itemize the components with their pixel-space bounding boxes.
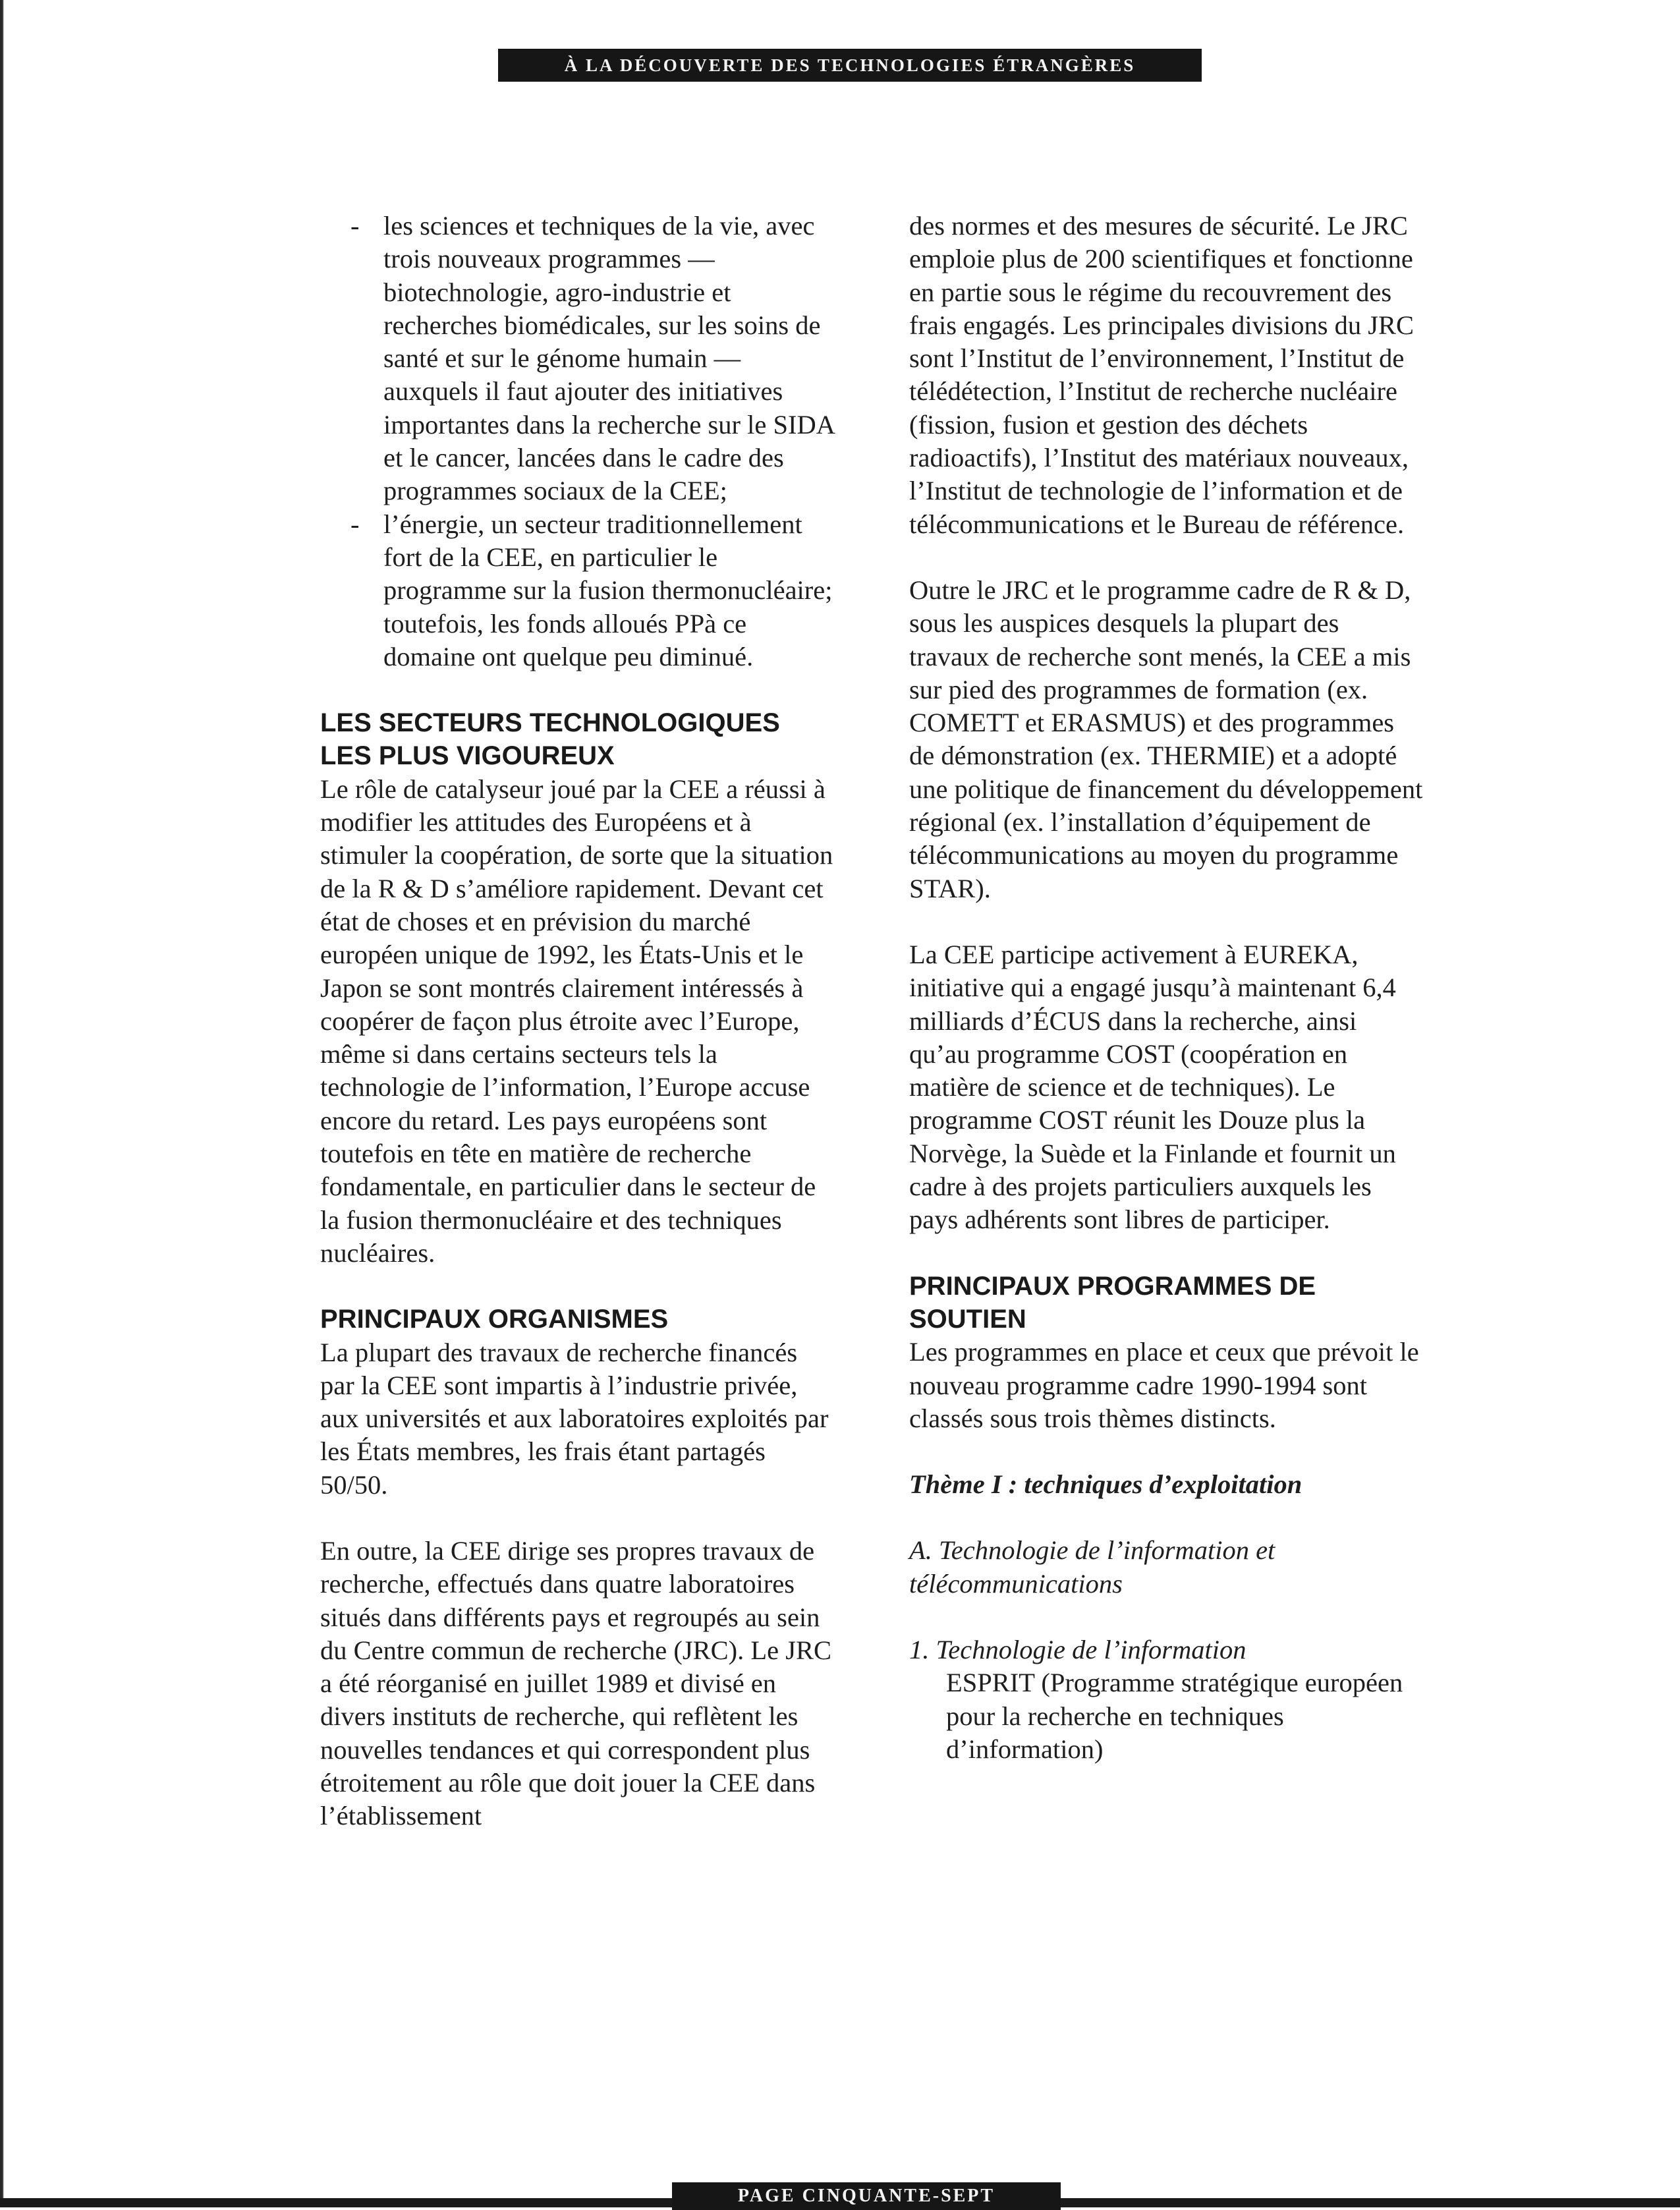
body-paragraph: Le rôle de catalyseur joué par la CEE a réussi à modifier les attitudes des Européens et à stimuler la coopération, de sorte que la situation de la R & D s’améliore rapidement. Devant cet état de choses et en prévision du marché européen unique de 1992, les États-Unis et le Japon se sont montrés clairement intéressés à coopérer de façon plus étroite avec l’Europe, même si dans certains secteurs tels la technologie de l’information, l’Europe accuse encore du retard. Les pays européens sont toutefois en tête en matière de recherche fondamentale, en particulier dans le secteur de la fusion thermonucléaire et des techniques nucléaires.: [320, 774, 833, 1268]
section-heading: PRINCIPAUX PROGRAMMES DE SOUTIEN: [909, 1271, 1316, 1334]
left-column: [320, 210, 834, 1833]
right-column: [909, 210, 1423, 1766]
list-item-text: les sciences et techniques de la vie, avec trois nouveaux programmes — biotechnologie, agro-industrie et recherches biomédicales, sur les soins de santé et sur le génome humain — auxquels il faut ajouter des initiatives importantes dans la recherche sur le SIDA et le cancer, lancées dans le cadre des programmes sociaux de la CEE;: [383, 211, 834, 506]
body-paragraph: Les programmes en place et ceux que prévoit le nouveau programme cadre 1990-1994 sont classés sous trois thèmes distincts.: [909, 1337, 1419, 1433]
item-title: 1. Technologie de l’information: [909, 1634, 1246, 1664]
body-paragraph: La plupart des travaux de recherche financés par la CEE sont impartis à l’industrie privée, aux universités et aux laboratoires exploités par les États membres, les frais étant partagés 50/50.: [320, 1337, 829, 1500]
subsection-title: A. Technologie de l’information et télécommunications: [909, 1535, 1275, 1599]
list-item-text: l’énergie, un secteur traditionnellement fort de la CEE, en particulier le programme sur la fusion thermonucléaire; toutefois, les fonds alloués PPà ce domaine ont quelque peu diminué.: [383, 509, 833, 671]
body-paragraph: Outre le JRC et le programme cadre de R & D, sous les auspices desquels la plupart des travaux de recherche sont menés, la CEE a mis sur pied des programmes de formation (ex. COMETT et ERASMUS) et des programmes de démonstration (ex. THERMIE) et a adopté une politique de financement du développement régional (ex. l’installation d’équipement de télécommunications au moyen du programme STAR).: [909, 575, 1423, 903]
list-item: [320, 508, 834, 673]
section-heading: PRINCIPAUX ORGANISMES: [320, 1305, 669, 1334]
page-number-footer: PAGE CINQUANTE-SEPT: [672, 2182, 1061, 2210]
item-text: ESPRIT (Programme stratégique européen pour la recherche en techniques d’information): [946, 1668, 1403, 1764]
body-paragraph: La CEE participe activement à EUREKA, initiative qui a engagé jusqu’à maintenant 6,4 milliards d’ÉCUS dans la recherche, ainsi qu’au programme COST (coopération en matière de science et de techniques). Le programme COST réunit les Douze plus la Norvège, la Suède et la Finlande et fournit un cadre à des projets particuliers auxquels les pays adhérents sont libres de participer.: [909, 939, 1396, 1235]
body-paragraph: En outre, la CEE dirige ses propres travaux de recherche, effectués dans quatre laboratoires situés dans différents pays et regroupés au sein du Centre commun de recherche (JRC). Le JRC a été réorganisé en juillet 1989 et divisé en divers instituts de recherche, qui reflètent les nouvelles tendances et qui correspondent plus étroitement au rôle que doit jouer la CEE dans l’établissement: [320, 1535, 832, 1831]
body-paragraph: des normes et des mesures de sécurité. Le JRC emploie plus de 200 scientifiques et fonctionne en partie sous le régime du recouvrement des frais engagés. Les principales divisions du JRC sont l’Institut de l’environnement, l’Institut de télédétection, l’Institut de recherche nucléaire (fission, fusion et gestion des déchets radioactifs), l’Institut des matériaux nouveaux, l’Institut de technologie de l’information et de télécommunications et le Bureau de référence.: [909, 211, 1414, 539]
scan-left-edge: [0, 0, 14, 2207]
section-heading: LES SECTEURS TECHNOLOGIQUES LES PLUS VIGOUREUX: [320, 708, 780, 771]
theme-title: Thème I : techniques d’exploitation: [909, 1469, 1302, 1500]
list-dash: -: [350, 509, 360, 539]
running-header: À LA DÉCOUVERTE DES TECHNOLOGIES ÉTRANGÈRES: [498, 49, 1202, 82]
list-item: [320, 210, 834, 508]
list-dash: -: [350, 211, 360, 241]
